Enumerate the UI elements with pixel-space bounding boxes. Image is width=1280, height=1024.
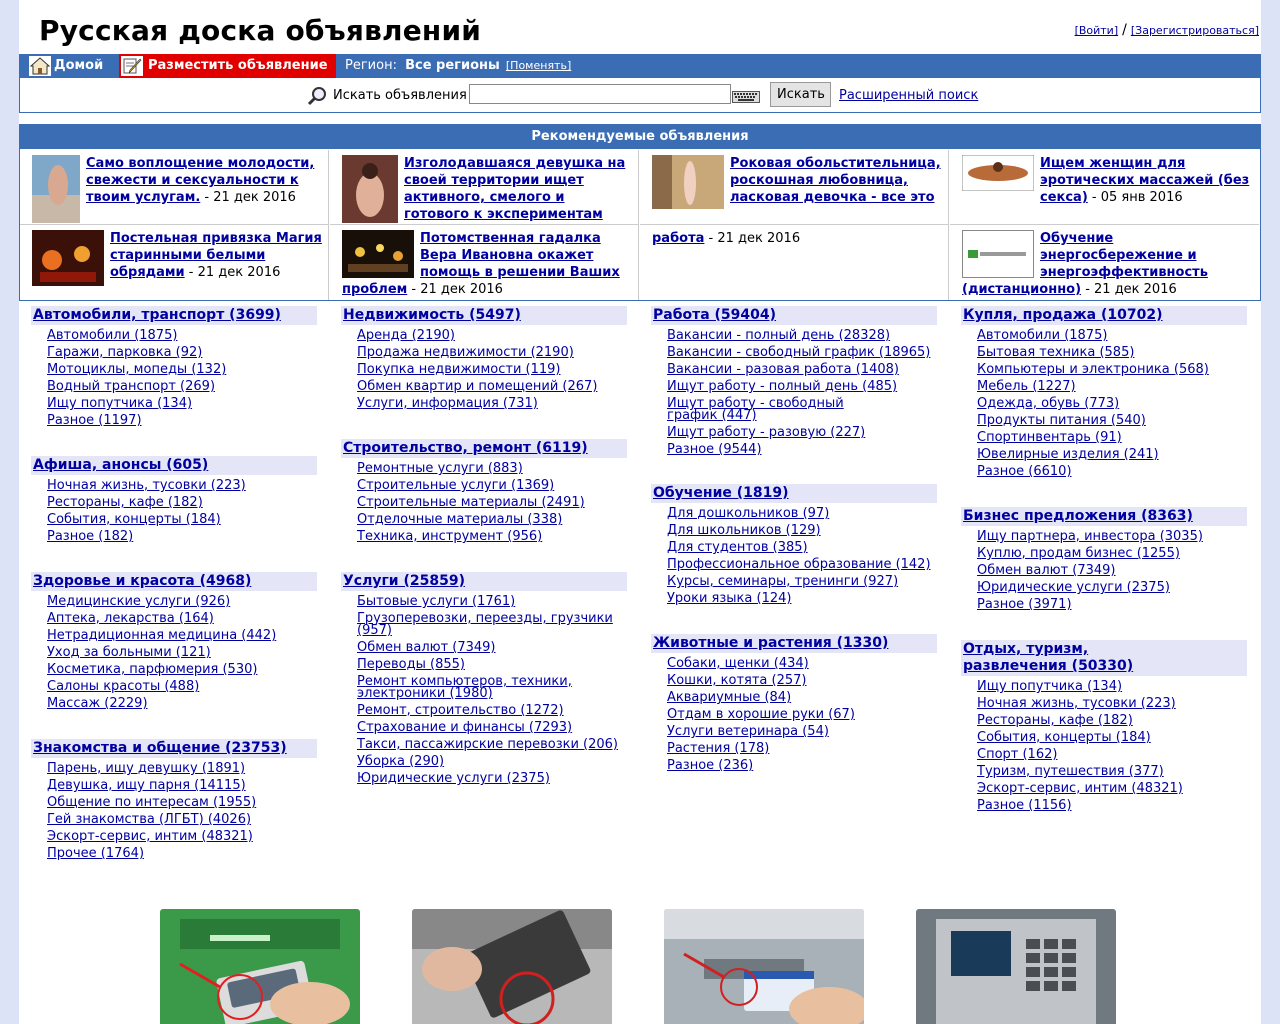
subcategory-item [47, 327, 317, 344]
subcategory-link[interactable]: Косметика, парфюмерия (530) [47, 662, 258, 677]
subcategory-list [651, 505, 937, 607]
subcategory-item [357, 511, 627, 528]
subcategory-item [47, 811, 317, 828]
subcategory-link[interactable]: Прочее (1764) [47, 846, 145, 861]
region-change-link[interactable]: [Поменять] [505, 59, 572, 72]
category-block [651, 306, 937, 484]
subcategory-link[interactable]: Салоны красоты (488) [47, 679, 200, 694]
category-column [341, 306, 627, 787]
category-block [341, 572, 627, 787]
subcategory-link[interactable]: Спорт (162) [977, 747, 1058, 762]
subcategory-item [357, 327, 627, 344]
subcategory-item [47, 395, 317, 412]
subcategory-link[interactable]: Техника, инструмент (956) [357, 529, 543, 544]
subcategory-link[interactable]: Такси, пассажирские перевозки (206) [357, 737, 619, 752]
subcategory-item [667, 556, 937, 573]
subcategory-link[interactable]: Ищут работу - свободный график (447) [667, 396, 844, 423]
featured-ad-link[interactable]: Обучение энергосбережение и энергоэффективность (дистанционно) [962, 231, 1208, 297]
subcategory-item [667, 505, 937, 522]
subcategory-item [977, 545, 1247, 562]
subcategory-item [47, 845, 317, 862]
subcategory-item [47, 378, 317, 395]
subcategory-link[interactable]: Водный транспорт (269) [47, 379, 216, 394]
subcategory-item [357, 361, 627, 378]
subcategory-list [651, 327, 937, 458]
category-link[interactable]: Строительство, ремонт (6119) [343, 440, 588, 456]
category-link[interactable]: Знакомства и общение (23753) [33, 740, 287, 756]
subcategory-item [667, 740, 937, 757]
subcategory-item [47, 610, 317, 627]
subcategory-item [47, 344, 317, 361]
featured-ad [640, 150, 949, 225]
featured-ad-link[interactable]: Постельная привязка Магия старинными белыми обрядами [110, 231, 322, 280]
subcategory-item [47, 494, 317, 511]
subcategory-link[interactable]: Ищу попутчика (134) [47, 396, 193, 411]
subcategory-item [47, 678, 317, 695]
search-bar [19, 78, 1261, 113]
subcategory-item [357, 477, 627, 494]
search-button[interactable]: Искать [770, 82, 831, 107]
category-link[interactable]: Купля, продажа (10702) [963, 307, 1163, 323]
subcategory-link[interactable]: Вакансии - свободный график (18965) [667, 345, 931, 360]
subcategory-link[interactable]: Ремонт, строительство (1272) [357, 703, 564, 718]
subcategory-link[interactable]: Ищут работу - разовую (227) [667, 425, 866, 440]
featured-ad-link[interactable]: Ищем женщин для эротических массажей (без секса) [1040, 156, 1250, 205]
subcategory-link[interactable]: Разное (1197) [47, 413, 142, 428]
subcategory-item [977, 746, 1247, 763]
site-title: Русская доска объявлений [39, 14, 482, 47]
subcategory-link[interactable]: Разное (3971) [977, 597, 1072, 612]
subcategory-link[interactable]: Юридические услуги (2375) [357, 771, 550, 786]
category-heading [31, 306, 317, 325]
subcategory-list [31, 760, 317, 862]
subcategory-item [47, 777, 317, 794]
category-block [341, 439, 627, 572]
subcategory-list [31, 327, 317, 429]
subcategory-item [667, 522, 937, 539]
subcategory-item [47, 412, 317, 429]
subcategory-item [977, 596, 1247, 613]
featured-ad-date: - 21 дек 2016 [200, 190, 296, 205]
subcategory-item [357, 770, 627, 787]
subcategory-link[interactable]: Ремонт компьютеров, техники, электроники (1980) [357, 674, 572, 701]
subcategory-link[interactable]: Вакансии - разовая работа (1408) [667, 362, 899, 377]
ad-thumbnail[interactable] [32, 230, 104, 286]
subcategory-item [977, 395, 1247, 412]
subcategory-link[interactable]: Мотоциклы, мопеды (132) [47, 362, 227, 377]
page [19, 0, 1261, 1024]
category-block [31, 456, 317, 572]
subcategory-item [977, 729, 1247, 746]
subcategory-link[interactable]: Автомобили (1875) [977, 328, 1108, 343]
subcategory-item [667, 590, 937, 607]
subcategory-list [31, 593, 317, 712]
post-ad-label: Разместить объявление [148, 58, 328, 73]
subcategory-item [977, 344, 1247, 361]
category-block [341, 306, 627, 439]
subcategory-item [977, 361, 1247, 378]
subcategory-link[interactable]: События, концерты (184) [977, 730, 1151, 745]
keyboard-icon[interactable] [732, 91, 760, 103]
subcategory-item [977, 780, 1247, 797]
subcategory-link[interactable]: Одежда, обувь (773) [977, 396, 1120, 411]
featured-ad-date: - 21 дек 2016 [704, 231, 801, 246]
subcategory-link[interactable]: Автомобили (1875) [47, 328, 178, 343]
subcategory-link[interactable]: Бытовая техника (585) [977, 345, 1135, 360]
subcategory-item [47, 528, 317, 545]
subcategory-item [977, 562, 1247, 579]
featured-ad [330, 150, 639, 225]
subcategory-item [667, 689, 937, 706]
featured-ad [20, 225, 329, 300]
ad-thumbnail[interactable] [342, 155, 398, 223]
subcategory-link[interactable]: Ищу партнера, инвестора (3035) [977, 529, 1203, 544]
subcategory-link[interactable]: Массаж (2229) [47, 696, 148, 711]
subcategory-item [977, 463, 1247, 480]
subcategory-link[interactable]: Парень, ищу девушку (1891) [47, 761, 246, 776]
subcategory-item [47, 593, 317, 610]
category-heading [961, 640, 1247, 676]
subcategory-item [47, 644, 317, 661]
subcategory-link[interactable]: Строительные материалы (2491) [357, 495, 585, 510]
region-label: Регион: [345, 58, 397, 73]
region-selector [345, 54, 571, 78]
search-label: Искать объявления [333, 88, 467, 103]
subcategory-link[interactable]: Юридические услуги (2375) [977, 580, 1170, 595]
subcategory-item [357, 656, 627, 673]
subcategory-link[interactable]: Общение по интересам (1955) [47, 795, 257, 810]
featured-ad [330, 225, 639, 300]
post-ad-button[interactable] [119, 54, 336, 78]
subcategory-link[interactable]: Уход за больными (121) [47, 645, 211, 660]
featured-ad-link[interactable]: работа [652, 231, 705, 246]
ad-thumbnail[interactable] [962, 155, 1034, 191]
subcategory-link[interactable]: Вакансии - полный день (28328) [667, 328, 891, 343]
subcategory-item [357, 593, 627, 610]
subcategory-item [357, 613, 627, 637]
featured-ad-link[interactable]: Роковая обольстительница, роскошная любовница, ласковая девочка - все это [730, 156, 941, 205]
subcategory-link[interactable]: Собаки, щенки (434) [667, 656, 809, 671]
subcategory-item [47, 794, 317, 811]
subcategory-item [977, 412, 1247, 429]
category-block [651, 634, 937, 774]
subcategory-link[interactable]: Компьютеры и электроника (568) [977, 362, 1209, 377]
subcategory-link[interactable]: Продукты питания (540) [977, 413, 1146, 428]
category-heading [651, 306, 937, 325]
subcategory-link[interactable]: Курсы, семинары, тренинги (927) [667, 574, 899, 589]
subcategory-item [47, 760, 317, 777]
search-input[interactable] [469, 84, 731, 104]
category-heading [341, 439, 627, 458]
category-link[interactable]: Работа (59404) [653, 307, 777, 323]
subcategory-link[interactable]: Продажа недвижимости (2190) [357, 345, 574, 360]
subcategory-item [357, 753, 627, 770]
subcategory-link[interactable]: Разное (182) [47, 529, 134, 544]
subcategory-item [667, 378, 937, 395]
ad-thumbnail[interactable] [962, 230, 1034, 278]
subcategory-item [47, 695, 317, 712]
subcategory-item [47, 511, 317, 528]
subcategory-link[interactable]: Обмен квартир и помещений (267) [357, 379, 598, 394]
subcategory-link[interactable]: Ювелирные изделия (241) [977, 447, 1159, 462]
featured-ad [950, 225, 1259, 300]
home-button[interactable] [27, 54, 103, 78]
subcategory-link[interactable]: События, концерты (184) [47, 512, 221, 527]
subcategory-item [357, 639, 627, 656]
ad-thumbnail[interactable] [652, 155, 724, 209]
category-link[interactable]: Обучение (1819) [653, 485, 789, 501]
category-block [961, 507, 1247, 640]
subcategory-item [357, 460, 627, 477]
subcategory-item [667, 327, 937, 344]
category-heading [31, 739, 317, 758]
featured-ad [640, 225, 949, 300]
subcategory-list [31, 477, 317, 545]
category-link[interactable]: Услуги (25859) [343, 573, 465, 589]
subcategory-item [977, 327, 1247, 344]
subcategory-link[interactable]: Для студентов (385) [667, 540, 808, 555]
featured-ad [20, 150, 329, 225]
region-value: Все регионы [405, 58, 500, 73]
subcategory-list [961, 678, 1247, 814]
subcategory-item [47, 627, 317, 644]
category-heading [961, 507, 1247, 526]
subcategory-item [977, 678, 1247, 695]
featured-heading: Рекомендуемые объявления [20, 125, 1260, 149]
subcategory-item [357, 395, 627, 412]
subcategory-link[interactable]: Обмен валют (7349) [977, 563, 1116, 578]
subcategory-link[interactable]: Бытовые услуги (1761) [357, 594, 516, 609]
subcategory-item [47, 477, 317, 494]
atm-banner[interactable] [916, 909, 1116, 1024]
subcategory-list [961, 327, 1247, 480]
category-column [961, 306, 1247, 814]
category-column [651, 306, 937, 774]
subcategory-item [357, 494, 627, 511]
subcategory-link[interactable]: Услуги, информация (731) [357, 396, 538, 411]
category-link[interactable]: Недвижимость (5497) [343, 307, 521, 323]
subcategory-link[interactable]: Страхование и финансы (7293) [357, 720, 573, 735]
subcategory-link[interactable]: Строительные услуги (1369) [357, 478, 555, 493]
subcategory-item [47, 661, 317, 678]
subcategory-link[interactable]: Разное (1156) [977, 798, 1072, 813]
subcategory-link[interactable]: Ночная жизнь, тусовки (223) [47, 478, 246, 493]
atm-card-banner[interactable] [160, 909, 360, 1024]
subcategory-link[interactable]: Отдам в хорошие руки (67) [667, 707, 855, 722]
category-link[interactable]: Здоровье и красота (4968) [33, 573, 252, 589]
subcategory-link[interactable]: Отделочные материалы (338) [357, 512, 563, 527]
subcategory-item [667, 757, 937, 774]
subcategory-link[interactable]: Кошки, котята (257) [667, 673, 807, 688]
pencil-paper-icon [121, 56, 143, 76]
featured-ad-link[interactable]: Потомственная гадалка Вера Ивановна окажет помощь в решении Ваших проблем [342, 231, 620, 297]
atm-card-banner[interactable] [664, 909, 864, 1024]
featured-ad-date: - 21 дек 2016 [1081, 282, 1177, 297]
subcategory-item [667, 361, 937, 378]
subcategory-item [357, 528, 627, 545]
featured-ad-date: - 21 дек 2016 [184, 265, 281, 280]
featured-ad-date: - 05 янв 2016 [1087, 190, 1183, 205]
category-heading [651, 484, 937, 503]
subcategory-link[interactable]: Медицинские услуги (926) [47, 594, 231, 609]
subcategory-item [977, 528, 1247, 545]
subcategory-item [667, 441, 937, 458]
category-link[interactable]: Бизнес предложения (8363) [963, 508, 1193, 524]
featured-ad-link[interactable]: Изголодавшаяся девушка на своей территории ищет активного, смелого и готового к экспериментам [404, 156, 626, 222]
subcategory-link[interactable]: Уборка (290) [357, 754, 445, 769]
featured-ads [19, 124, 1261, 301]
subcategory-item [357, 344, 627, 361]
category-block [961, 306, 1247, 507]
auth-separator: / [1122, 22, 1127, 38]
subcategory-item [667, 344, 937, 361]
search-icon [307, 86, 327, 106]
subcategory-item [977, 579, 1247, 596]
subcategory-link[interactable]: Спортинвентарь (91) [977, 430, 1122, 445]
ad-thumbnail[interactable] [32, 155, 80, 223]
subcategory-link[interactable]: Переводы (855) [357, 657, 465, 672]
subcategory-item [667, 706, 937, 723]
subcategory-link[interactable]: Покупка недвижимости (119) [357, 362, 561, 377]
subcategory-item [667, 723, 937, 740]
subcategory-list [341, 327, 627, 412]
subcategory-list [341, 593, 627, 787]
nav-bar [19, 54, 1261, 78]
subcategory-link[interactable]: Растения (178) [667, 741, 770, 756]
subcategory-link[interactable]: Профессиональное образование (142) [667, 557, 931, 572]
subcategory-item [977, 712, 1247, 729]
category-block [961, 640, 1247, 814]
subcategory-item [977, 378, 1247, 395]
subcategory-item [667, 672, 937, 689]
featured-ad-date: - 21 дек 2016 [407, 282, 503, 297]
subcategory-item [357, 719, 627, 736]
ad-thumbnail[interactable] [342, 230, 414, 278]
category-block [651, 484, 937, 634]
category-heading [31, 572, 317, 591]
category-heading [341, 306, 627, 325]
category-link[interactable]: Автомобили, транспорт (3699) [33, 307, 281, 323]
subcategory-item [977, 763, 1247, 780]
subcategory-link[interactable]: Ночная жизнь, тусовки (223) [977, 696, 1176, 711]
subcategory-link[interactable]: Услуги ветеринара (54) [667, 724, 829, 739]
subcategory-link[interactable]: Мебель (1227) [977, 379, 1076, 394]
subcategory-item [667, 539, 937, 556]
subcategory-link[interactable]: Эскорт-сервис, интим (48321) [977, 781, 1183, 796]
subcategory-list [651, 655, 937, 774]
subcategory-item [667, 573, 937, 590]
subcategory-link[interactable]: Аквариумные (84) [667, 690, 792, 705]
home-icon [29, 56, 51, 76]
subcategory-item [357, 378, 627, 395]
subcategory-item [977, 446, 1247, 463]
subcategory-link[interactable]: Рестораны, кафе (182) [47, 495, 203, 510]
subcategory-link[interactable]: Нетрадиционная медицина (442) [47, 628, 277, 643]
category-link[interactable]: Животные и растения (1330) [653, 635, 889, 651]
register-link[interactable]: [Зарегистрироваться] [1130, 24, 1259, 37]
subcategory-item [977, 797, 1247, 814]
subcategory-link[interactable]: Грузоперевозки, переезды, грузчики (957) [357, 611, 613, 638]
featured-ad [950, 150, 1259, 225]
login-link[interactable]: [Войти] [1074, 24, 1119, 37]
subcategory-link[interactable]: Обмен валют (7349) [357, 640, 496, 655]
subcategory-link[interactable]: Аптека, лекарства (164) [47, 611, 214, 626]
subcategory-link[interactable]: Разное (236) [667, 758, 754, 773]
subcategory-item [977, 429, 1247, 446]
subcategory-link[interactable]: Для дошкольников (97) [667, 506, 830, 521]
subcategory-link[interactable]: Ищу попутчика (134) [977, 679, 1123, 694]
subcategory-link[interactable]: Гаражи, парковка (92) [47, 345, 203, 360]
subcategory-link[interactable]: Рестораны, кафе (182) [977, 713, 1133, 728]
subcategory-link[interactable]: Туризм, путешествия (377) [977, 764, 1164, 779]
category-heading [341, 572, 627, 591]
subcategory-item [357, 736, 627, 753]
category-block [31, 306, 317, 456]
subcategory-item [977, 695, 1247, 712]
category-heading [651, 634, 937, 653]
atm-card-banner[interactable] [412, 909, 612, 1024]
subcategory-link[interactable]: Для школьников (129) [667, 523, 821, 538]
category-block [31, 739, 317, 862]
category-heading [31, 456, 317, 475]
subcategory-link[interactable]: Разное (6610) [977, 464, 1072, 479]
subcategory-item [47, 361, 317, 378]
subcategory-link[interactable]: Ищут работу - полный день (485) [667, 379, 898, 394]
category-heading [961, 306, 1247, 325]
category-link[interactable]: Афиша, анонсы (605) [33, 457, 209, 473]
subcategory-item [667, 655, 937, 672]
subcategory-item [357, 702, 627, 719]
subcategory-link[interactable]: Разное (9544) [667, 442, 762, 457]
category-link[interactable]: Отдых, туризм, развлечения (50330) [963, 641, 1134, 674]
category-column [31, 306, 317, 862]
subcategory-link[interactable]: Ремонтные услуги (883) [357, 461, 523, 476]
featured-ad-link[interactable]: Само воплощение молодости, свежести и сексуальности к твоим услугам. [86, 156, 315, 205]
subcategory-link[interactable]: Гей знакомства (ЛГБТ) (4026) [47, 812, 252, 827]
subcategory-link[interactable]: Эскорт-сервис, интим (48321) [47, 829, 253, 844]
subcategory-item [667, 424, 937, 441]
subcategory-item [667, 398, 857, 422]
subcategory-link[interactable]: Девушка, ищу парня (14115) [47, 778, 246, 793]
subcategory-link[interactable]: Куплю, продам бизнес (1255) [977, 546, 1180, 561]
subcategory-link[interactable]: Аренда (2190) [357, 328, 455, 343]
subcategory-list [341, 460, 627, 545]
advanced-search-link[interactable]: Расширенный поиск [839, 88, 979, 103]
auth-links [1075, 22, 1259, 38]
category-block [31, 572, 317, 739]
subcategory-link[interactable]: Уроки языка (124) [667, 591, 792, 606]
subcategory-list [961, 528, 1247, 613]
subcategory-item [47, 828, 317, 845]
home-label: Домой [54, 58, 104, 73]
subcategory-item [357, 676, 627, 700]
